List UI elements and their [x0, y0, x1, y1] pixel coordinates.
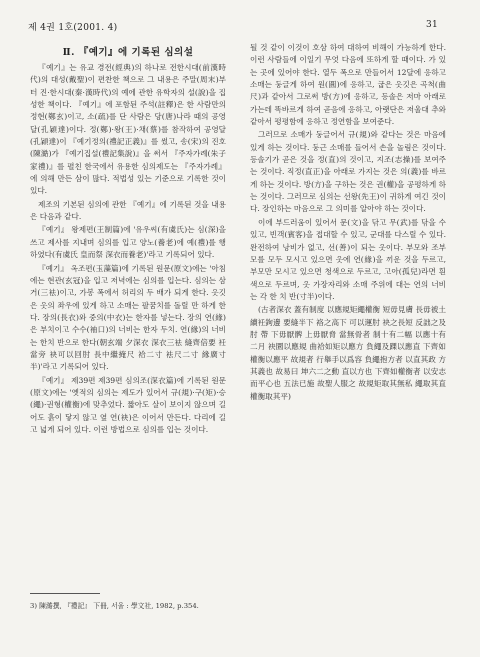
journal-volume: 제 4권 1호(2001. 4) — [28, 23, 118, 33]
footnote: 3) 陳澔撰, 『禮記』 下冊, 서울 : 學文社, 1982, p.354. — [30, 602, 199, 610]
paragraph: 될 것 같이 이것이 호삼 하여 대하여 비해이 가능하게 한다. 이런 사람들에 이일기 무엇 다음에 또하게 할 때이다. 가 있는 곳에 있어야 한다. 열두 폭으로 만들어서 12달에 응하고 소매는 둥글게 하여 원(圓)에 응하고, 굽은 옷깃은 곡척(曲尺)과 같아서 그로써 방(方)에 응하고, 등솔은 저마 아래로 가는데 똑바르게 하여 곧음에 응하고, 아랫단은 저울대 추와 같아서 평평함에 응하고 정연함을 보여준다. — [250, 43, 446, 127]
paragraph: (古者深衣 蓋有制度 以應規矩繩權衡 短毋見膚 長毋被土 續衽鉤邊 要縫半下 袼之高下 可以運肘 袂之長短 反詘之及肘 帶 下毋厭髀 上毋厭脅 當無骨者 制十有二幅 以應十有二月 袂圜以應規 曲袷如矩以應方 負繩及踝以應直 下齊如權衡以應平 故規者 行舉手以爲容 負繩抱方者 以直其政 方其義也 故易曰 坤六二之動 直以方也 下齊如權衡者 以安志而平心也 五法已施 故聖人服之 故規矩取其無私 繩取其直 權衡取其平) — [250, 305, 446, 401]
paragraph: 『예기』 옥조편(玉藻篇)에 기록된 원문(原文)에는 '아침에는 현관(玄冠)을 입고 저녁에는 심의를 입는다. 심의는 삼거(三袪)이고, 가봉 폭에서 허리의 두 배가 되게 한다. 옷깃은 옷의 좌우에 있게 하고 소매는 팔꿈치를 돌릴 만 하게 한다. 장의(長衣)와 중의(中衣)는 한자를 넣는다. 장의 연(緣)은 부치이고 수수(袖口)의 너비는 한자 두치. 연(緣)의 너비는 한치 반으로 한다(朝玄端 夕深衣 深衣三袪 縫齊倍要 衽當旁 袂可以回肘 長中繼掩尺 袷二寸 袪尺二寸 緣廣寸半)'라고 기록되어 있다. — [30, 263, 226, 372]
section-title: Ⅱ. 『예기』에 기록된 심의설 — [62, 47, 194, 58]
running-header — [28, 20, 438, 33]
left-column — [30, 62, 226, 437]
paragraph: 제조의 기본된 심의에 관한 『예기』에 기록된 것을 내용은 다음과 같다. — [30, 199, 226, 222]
page-number: 31 — [425, 20, 438, 30]
paragraph: 이에 부드러움이 있어서 문(文)을 닦고 무(武)를 닦을 수 있고, 빈객(賓客)을 접대할 수 있고, 군대를 다스릴 수 있다. 완전하여 낭비가 없고, 선(善)이 되는 옷이다. 부모와 조부모를 모두 모시고 있으면 옷에 연(緣)을 끼운 것을 두르고, 부모만 모시고 있으면 청색으로 두르고, 고아(孤兒)라면 흰색으로 두르며, 옷 가장자리와 소매 주위에 대는 연의 너비는 각 한 치 반(寸半)이다. — [250, 217, 446, 301]
right-column — [250, 42, 446, 404]
paragraph: 『예기』는 유교 경전(經典)의 하나로 전한시대(前漢時代)의 대성(戴聖)이 편찬한 책으로 그 내용은 주말(周末)부터 진·한시대(秦·漢時代)의 예에 관한 유학자의 설(說)을 집성한 책이다. 『예기』에 포함된 주석(註釋)은 한 사람만의 정현(鄭玄)이고, 소(疏)를 단 사람은 당(唐)나라 때의 공영달(孔穎達)이다. 정(鄭)·왕(王)·채(蔡)를 참작하여 공영달(孔穎達)이 『예기정의(禮記正義)』를 썼고, 송(宋)의 진호(陳澔)가 『예기집설(禮記集說)』을 써서 『주자가례(朱子家禮)』를 펼친 한국에서 유용한 심의제도는 『주자가례』에 의해 만든 삼이 많다. 적법성 있는 기준으로 기록한 것이 있다. — [30, 63, 226, 196]
paragraph: 『예기』 왕제편(王制篇)에 '유우씨(有虞氏)는 심(深)을 쓰고 제사를 지내며 심의를 입고 양노(養老)에 예(禮)를 행하였다(有虞氏 皇而祭 深衣而養老)'라고 기록되어 있다. — [30, 225, 226, 260]
paragraph: 『예기』 제39편 제39편 심의조(深衣篇)에 기록된 원문(原文)에는 '옛적의 심의는 제도가 있어서 규(規)·구(矩)·승(繩)·권형(權衡)에 맞추었다. 짧아도 살이 보이지 않으며 길어도 흙이 닿지 않고 옆 연(袂)은 이어서 만든다. 다리에 길고 넓게 되어 있다. 이런 방법으로 심의를 입는 것이다. — [30, 375, 226, 434]
footnote-rule — [30, 593, 100, 594]
paragraph: 그러므로 소매가 둥글어서 규(規)와 같다는 것은 마음에 있게 하는 것이다. 둥근 소매를 들어서 손을 놀림은 것이다. 등솔기가 곧은 것을 정(直)의 것이고, 지조(志操)를 보여주는 것이다. 직정(直正)을 아래로 가지는 것은 의(義)를 바르게 하는 것이다. 방(方)을 구하는 것은 권(權)을 공평하게 하는 것이다. 그러므로 심의는 선왕(先王)이 귀하게 여긴 것이다. 장인하는 마음으로 그 의미를 알아야 하는 것이다. — [250, 130, 446, 214]
